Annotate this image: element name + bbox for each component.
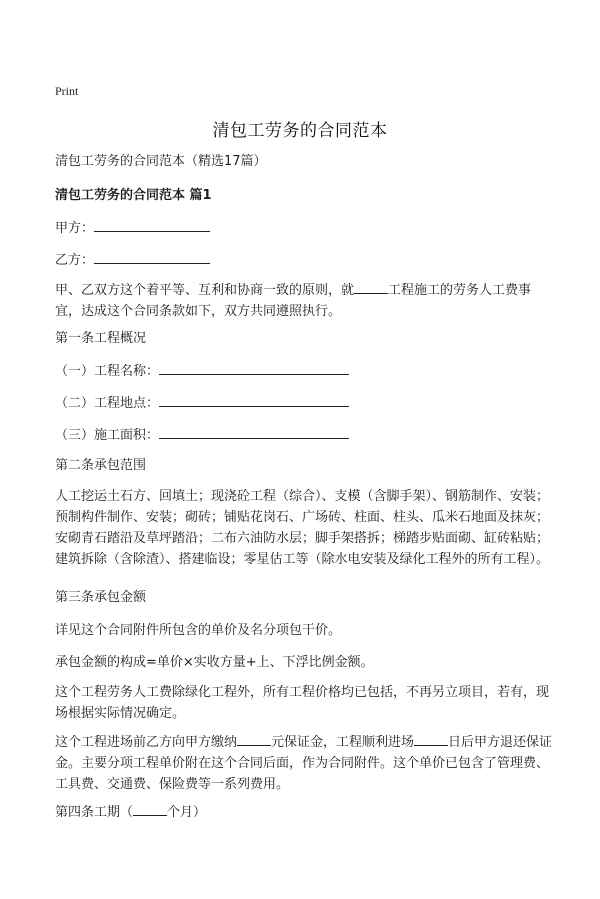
party-a-line <box>55 217 550 239</box>
deposit-amount-blank <box>237 731 271 746</box>
construction-area-field <box>159 424 349 439</box>
document-title: 清包工劳务的合同范本 <box>212 121 388 141</box>
article3-paragraph-3: 这个工程劳务人工费除绿化工程外，所有工程价格均已包括，不再另立项目，若有，现场根据实际情况确定。 <box>55 685 550 721</box>
duration-months-blank <box>133 801 167 816</box>
party-b-label: 乙方： <box>55 253 95 268</box>
intro-paragraph <box>55 279 555 322</box>
project-name-blank <box>354 279 388 294</box>
article3-paragraph-4 <box>55 731 555 795</box>
deposit-days-blank <box>414 731 448 746</box>
party-b-line <box>55 249 550 271</box>
project-location-label: （二）工程地点： <box>55 396 160 411</box>
article4-heading-suffix: 个月） <box>167 805 207 820</box>
article3-paragraph-1: 详见这个合同附件所包含的单价及名分项包干价。 <box>55 623 342 638</box>
article4-heading <box>55 801 550 823</box>
article3-paragraph-2: 承包金额的构成=单价×实收方量+上、下浮比例金额。 <box>55 655 374 670</box>
document-subtitle: 清包工劳务的合同范本（精选17篇） <box>55 154 267 169</box>
project-location-line <box>55 392 550 414</box>
project-location-field <box>159 392 349 407</box>
deposit-text-2: 元保证金，工程顺利进场 <box>271 735 415 750</box>
construction-area-label: （三）施工面积： <box>55 428 160 443</box>
article3-heading: 第三条承包金额 <box>55 590 147 605</box>
project-name-field <box>159 360 349 375</box>
intro-text-2: 工程施工的劳务人工费事宜，达成这个合同条款如下，双方共同遵照执行。 <box>55 283 532 319</box>
article1-heading: 第一条工程概况 <box>55 331 147 346</box>
section-heading: 清包工劳务的合同范本 篇1 <box>55 188 212 203</box>
party-b-blank <box>94 249 210 264</box>
construction-area-line <box>55 424 550 446</box>
article2-body: 人工挖运土石方、回填土；现浇砼工程（综合）、支模（含脚手架）、钢筋制作、安装；预制构件制作、安装；砌砖；铺贴花岗石、广场砖、柱面、柱头、瓜米石地面及抹灰；安砌青石踏沿及草坪踏沿；二布六油防水层；脚手架搭拆；梯踏步贴面砌、缸砖粘贴；建筑拆除（含除渣）、搭建临设；零星估工等（除水电安装及绿化工程外的所有工程）。 <box>55 489 550 567</box>
deposit-text-3: 日后甲方退还保证金。主要分项工程单价附在这个合同后面，作为合同附件。这个单价已包含了管理费、工具费、交通费、保险费等一系列费用。 <box>55 735 553 792</box>
project-name-label: （一）工程名称： <box>55 364 160 379</box>
print-label[interactable]: Print <box>55 84 79 98</box>
party-a-blank <box>94 217 210 232</box>
intro-text-1: 甲、乙双方这个着平等、互利和协商一致的原则，就 <box>55 283 355 298</box>
deposit-text-1: 这个工程进场前乙方向甲方缴纳 <box>55 735 238 750</box>
article4-heading-prefix: 第四条工期（ <box>55 805 134 820</box>
article2-heading: 第二条承包范围 <box>55 458 147 473</box>
party-a-label: 甲方： <box>55 221 95 236</box>
project-name-line <box>55 360 550 382</box>
